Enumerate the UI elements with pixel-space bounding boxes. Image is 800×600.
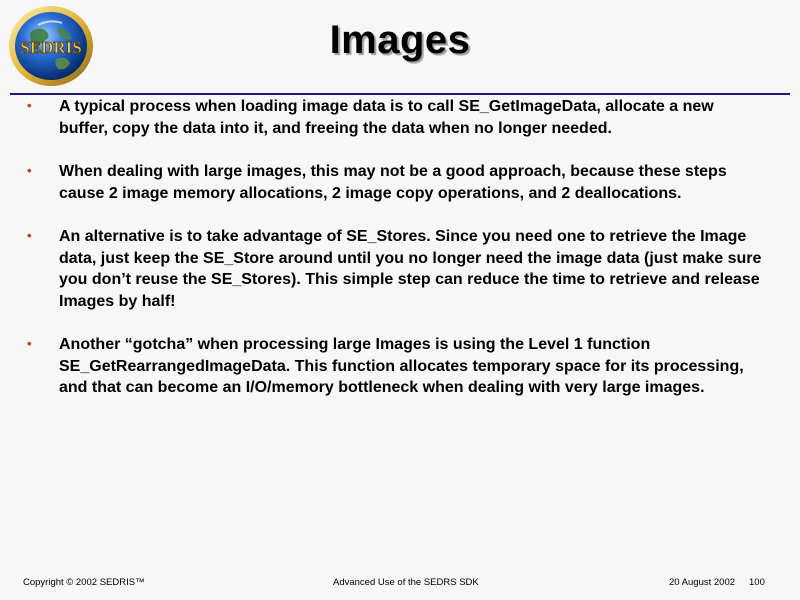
bullet-item (26, 226, 766, 312)
title-divider (10, 93, 790, 95)
bullet-marker-icon: • (27, 228, 32, 243)
bullet-item (26, 96, 766, 139)
bullet-marker-icon: • (27, 163, 32, 178)
footer-presentation-title: Advanced Use of the SEDRS SDK (333, 577, 479, 588)
bullet-marker-icon: • (27, 336, 32, 351)
bullet-list (26, 96, 766, 421)
logo-text: SEDRIS (20, 38, 82, 57)
bullet-item (26, 161, 766, 204)
footer-date: 20 August 2002 (669, 577, 736, 588)
bullet-item (26, 334, 766, 399)
footer-page-number: 100 (749, 577, 765, 588)
slide-title: Images (329, 18, 471, 62)
bullet-text: An alternative is to take advantage of SE_Stores. Since you need one to retrieve the Image data, just keep the SE_Store around until you no longer need the image data (just make sure you don’t reuse the SE_Stores). This simple step can reduce the time to retrieve and release Images by half! (59, 228, 762, 310)
footer-copyright: Copyright © 2002 SEDRIS™ (23, 577, 145, 588)
bullet-text: Another “gotcha” when processing large Images is using the Level 1 function SE_GetRearrangedImageData. This function allocates temporary space for its processing, and that can become an I/O/memory bottleneck when dealing with very large images. (59, 336, 744, 396)
bullet-marker-icon: • (27, 98, 32, 113)
bullet-text: When dealing with large images, this may not be a good approach, because these steps cause 2 image memory allocations, 2 image copy operations, and 2 deallocations. (59, 163, 727, 202)
bullet-text: A typical process when loading image data is to call SE_GetImageData, allocate a new buffer, copy the data into it, and freeing the data when no longer needed. (59, 98, 714, 137)
